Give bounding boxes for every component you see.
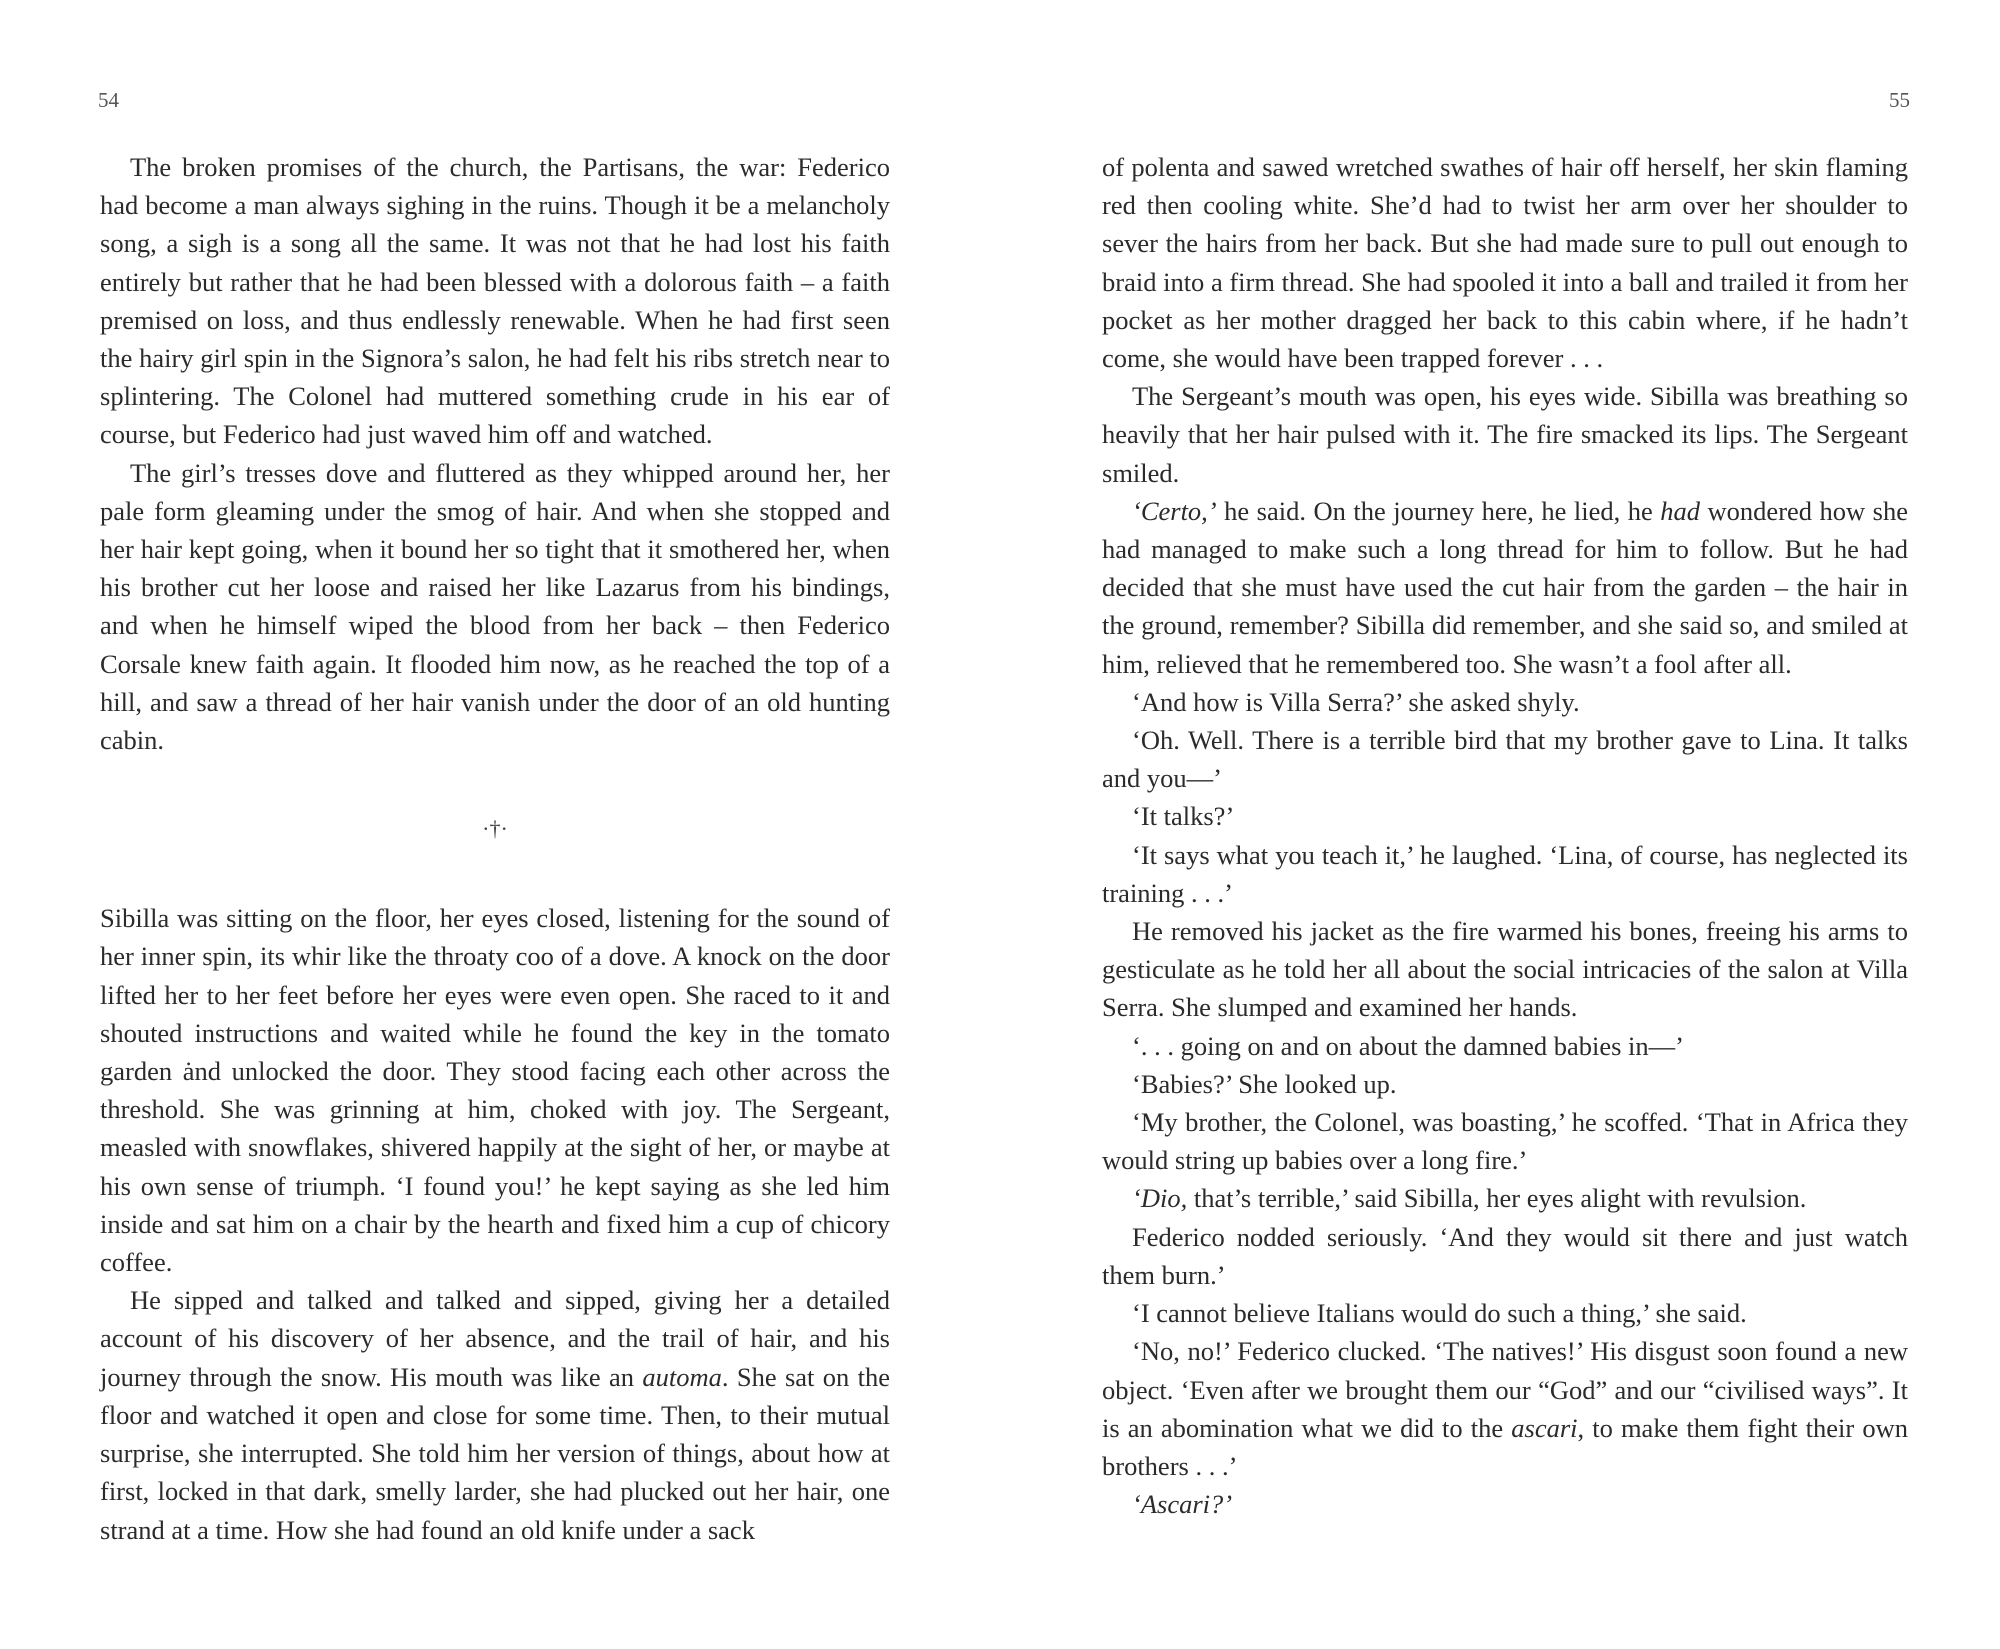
paragraph: The broken promises of the church, the Partisans, the war: Federico had become a man always sighing in the ruins. Though it be a melancholy song, a sigh is a song all the same. It was not that he had lost his faith entirely but rather that he had been blessed with a dolorous faith – a faith premised on loss, and thus endlessly renewable. When he had first seen the hairy girl spin in the Signora’s salon, he had felt his ribs stretch near to splintering. The Colonel had muttered something crude in his ear of course, but Federico had just waved him off and watched. <box>100 152 890 450</box>
paragraph: Sibilla was sitting on the floor, her eyes closed, listening for the sound of her inner spin, its whir like the throaty coo of a dove. A knock on the door lifted her to her feet before her eyes were even open. She raced to it and shouted instructions and waited while he found the key in the tomato garden ȧnd unlocked the door. They stood facing each other across the threshold. She was grinning at him, choked with joy. The Sergeant, measled with snowflakes, shivered happily at the sight of her, or maybe at his own sense of triumph. ‘I found you!’ he kept saying as she led him inside and sat him on a chair by the hearth and fixed him a cup of chicory coffee. <box>100 903 890 1278</box>
paragraph: The girl’s tresses dove and fluttered as they whipped around her, her pale form gleaming under the smog of hair. And when she stopped and her hair kept going, when it bound her so tight that it smothered her, when his brother cut her loose and raised her like Lazarus from his bindings, and when he himself wiped the blood from her back – then Federico Corsale knew faith again. It flooded him now, as he reached the top of a hill, and saw a thread of her hair vanish under the door of an old hunting cabin. <box>100 457 890 756</box>
paragraph: of polenta and sawed wretched swathes of hair off herself, her skin flaming red then cooling white. She’d had to twist her arm over her shoulder to sever the hairs from her back. But she had made sure to pull out enough to braid into a firm thread. She had spooled it into a ball and trailed it from her pocket as her mother dragged her back to this cabin where, if he hadn’t come, she would have been trapped forever . . . <box>1102 152 1908 374</box>
paragraph: He removed his jacket as the fire warmed his bones, freeing his arms to gesticulate as he told her all about the social intricacies of the salon at Villa Serra. She slumped and examined her hands. <box>1102 916 1908 1023</box>
paragraph: He sipped and talked and talked and sipped, giving her a detailed account of his discovery of her absence, and the trail of hair, and his journey through the snow. His mouth was like an automa. She sat on the floor and watched it open and close for some time. Then, to their mutual surprise, she interrupted. She told him her version of things, about how at first, locked in that dark, smelly larder, she had plucked out her hair, one strand at a time. How she had found an old knife under a sack <box>100 1285 890 1545</box>
paragraph: ‘Oh. Well. There is a terrible bird that my brother gave to Lina. It talks and you—’ <box>1102 725 1908 794</box>
paragraph: ‘It says what you teach it,’ he laughed. ‘Lina, of course, has neglected its training . . .’ <box>1102 839 1908 908</box>
page-number: 55 <box>1889 88 1910 112</box>
right-page-text <box>1102 148 1908 1523</box>
page-number: 54 <box>98 88 119 112</box>
paragraph: ‘. . . going on and on about the damned babies in—’ <box>1132 1030 1684 1061</box>
paragraph: ‘Ascari?’ <box>1132 1489 1233 1520</box>
paragraph: ‘I cannot believe Italians would do such a thing,’ she said. <box>1132 1298 1747 1329</box>
paragraph: ‘Certo,’ he said. On the journey here, he lied, he had wondered how she had managed to make such a long thread for him to follow. But he had decided that she must have used the cut hair from the garden – the hair in the ground, remember? Sibilla did remember, and she said so, and smiled at him, relieved that he remembered too. She wasn’t a fool after all. <box>1102 495 1908 679</box>
left-page-text <box>100 148 890 1549</box>
paragraph: ‘And how is Villa Serra?’ she asked shyly. <box>1132 686 1580 717</box>
section-break-ornament: ·†· <box>482 816 508 842</box>
paragraph: ‘It talks?’ <box>1132 801 1235 832</box>
paragraph: The Sergeant’s mouth was open, his eyes wide. Sibilla was breathing so heavily that her hair pulsed with it. The fire smacked its lips. The Sergeant smiled. <box>1102 381 1908 488</box>
paragraph: Federico nodded seriously. ‘And they would sit there and just watch them burn.’ <box>1102 1221 1908 1290</box>
paragraph: ‘My brother, the Colonel, was boasting,’ he scoffed. ‘That in Africa they would string up babies over a long fire.’ <box>1102 1107 1908 1176</box>
paragraph: ‘Babies?’ She looked up. <box>1132 1068 1397 1099</box>
paragraph: ‘No, no!’ Federico clucked. ‘The natives!’ His disgust soon found a new object. ‘Even after we brought them our “God” and our “civilised ways”. It is an abomination what we did to the ascari, to make them fight their own brothers . . .’ <box>1102 1336 1908 1481</box>
right-page <box>1000 0 2000 1649</box>
paragraph: ‘Dio, that’s terrible,’ said Sibilla, her eyes alight with revulsion. <box>1132 1183 1807 1214</box>
